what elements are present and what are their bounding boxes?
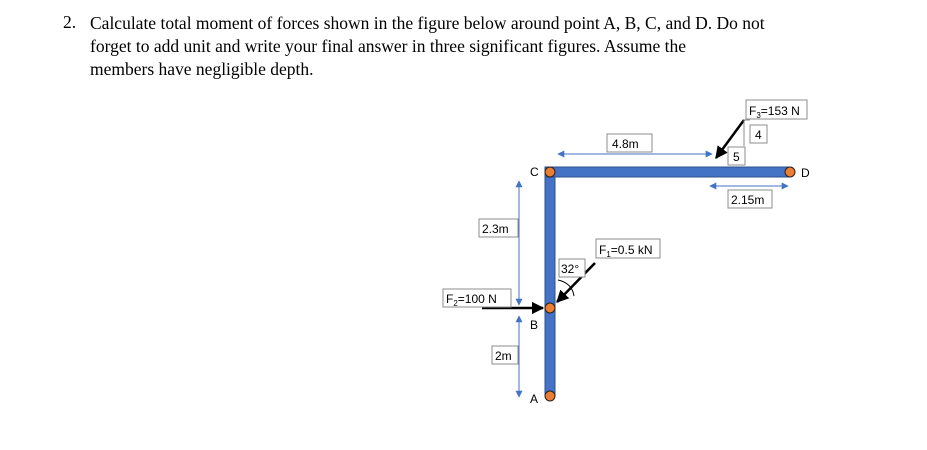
label-d: D [801,166,810,180]
joint-c [545,167,555,177]
question-number: 2. [63,12,77,32]
question-line-3: members have negligible depth. [90,59,314,79]
joint-b [545,303,555,313]
horizontal-member [545,167,788,177]
force-f2-subscript: 2 [453,299,458,308]
label-b: B [530,318,539,332]
slope-run: 5 [733,150,740,164]
dim-lower-vertical: 2m [495,349,512,363]
force-f2-symbol: F [446,292,454,306]
dim-horizontal: 4.8m [612,137,639,151]
joint-d [785,167,795,177]
angle-label: 32° [561,262,580,276]
force-f1-symbol: F [599,243,607,257]
force-f1-subscript: 1 [606,250,611,259]
question-line-2: forget to add unit and write your final answer in three significant figures. Assume the [90,36,686,56]
vertical-member [545,169,555,395]
dim-upper-vertical: 2.3m [482,222,509,236]
force-f3-subscript: 3 [756,111,761,120]
slope-rise: 4 [755,128,762,142]
force-f3-symbol: F [749,104,757,118]
force-f3-value: =153 N [760,104,800,118]
question-line-1: Calculate total moment of forces shown in the figure below around point A, B, C, and D. Do not [90,13,765,33]
dim-right-segment: 2.15m [731,193,765,207]
label-a: A [530,392,539,406]
force-f1-value: =0.5 kN [610,243,653,257]
slope-triangle [744,120,750,146]
force-f2-value: =100 N [457,292,497,306]
label-c: C [530,165,539,179]
joint-a [545,391,555,401]
